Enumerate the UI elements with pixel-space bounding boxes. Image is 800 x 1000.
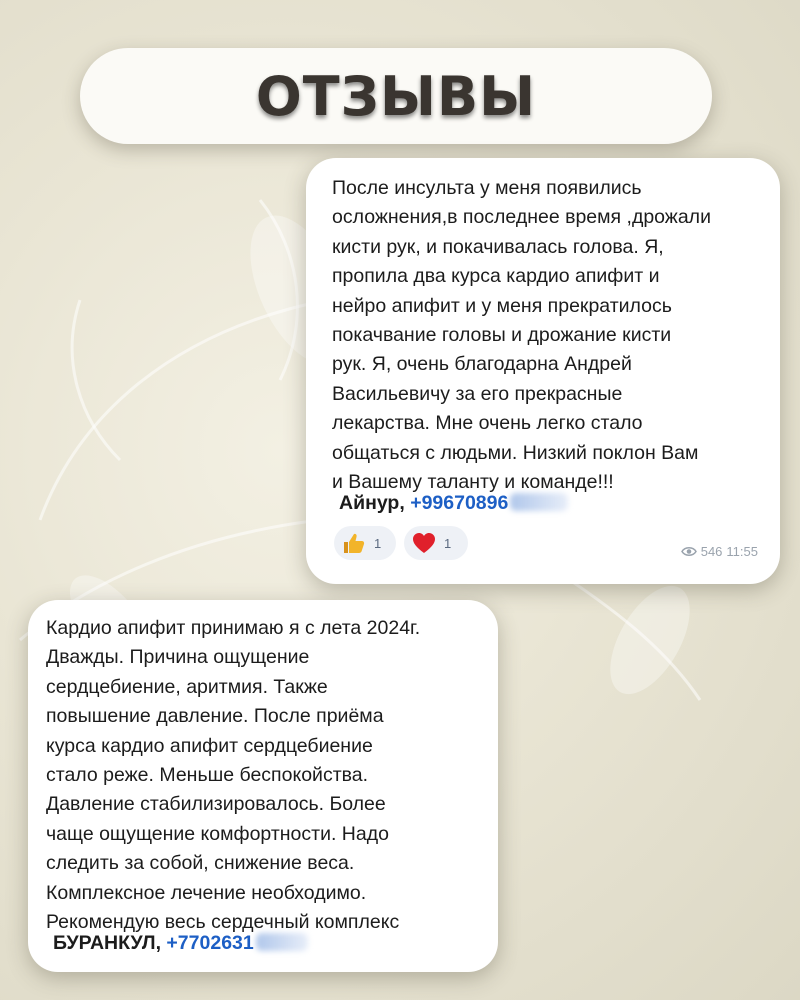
title-banner xyxy=(80,48,712,144)
reaction-count: 1 xyxy=(374,535,382,551)
review-author xyxy=(339,492,568,515)
review-text: После инсульта у меня появились осложнения,в последнее время ,дрожали кисти рук, и покачивалась голова. Я, пропила два курса кардио апифит и нейро апифит и у меня прекратилось покачвание головы и дрожание кисти рук. Я, очень благодарна Андрей Васильевичу за его прекрасные лекарства. Мне очень легко стало общаться с людьми. Низкий поклон Вам и Вашему таланту и команде!!! xyxy=(332,177,711,494)
phone-blur-mask xyxy=(510,493,568,511)
heart-icon xyxy=(412,532,436,554)
eye-icon xyxy=(681,546,697,557)
author-name: Айнур, xyxy=(339,492,405,514)
author-phone[interactable]: +99670896 xyxy=(410,492,509,514)
review-card xyxy=(306,158,780,584)
page-title: ОТЗЫВЫ xyxy=(255,64,537,128)
author-name: БУРАНКУЛ, xyxy=(53,932,161,954)
phone-blur-mask xyxy=(256,933,308,951)
message-meta xyxy=(681,544,758,559)
view-count: 546 xyxy=(700,544,723,559)
review-card xyxy=(28,600,498,972)
reaction-heart[interactable] xyxy=(404,526,468,560)
thumbs-up-icon xyxy=(342,532,366,554)
reaction-thumbs-up[interactable] xyxy=(334,526,396,560)
review-text: Кардио апифит принимаю я с лета 2024г. Дважды. Причина ощущение сердцебиение, аритмия. Также повышение давление. После приёма курса кардио апифит сердцебиение стало реже. Меньше беспокойства. Давление стабилизировалось. Более чаще ощущение комфортности. Надо следить за собой, снижение веса. Комплексное лечение необходимо. Рекомендую весь сердечный комплекс xyxy=(46,617,421,934)
author-phone[interactable]: +7702631 xyxy=(166,932,254,954)
review-author xyxy=(53,932,308,955)
message-time: 11:55 xyxy=(726,544,758,559)
reaction-count: 1 xyxy=(444,535,452,551)
